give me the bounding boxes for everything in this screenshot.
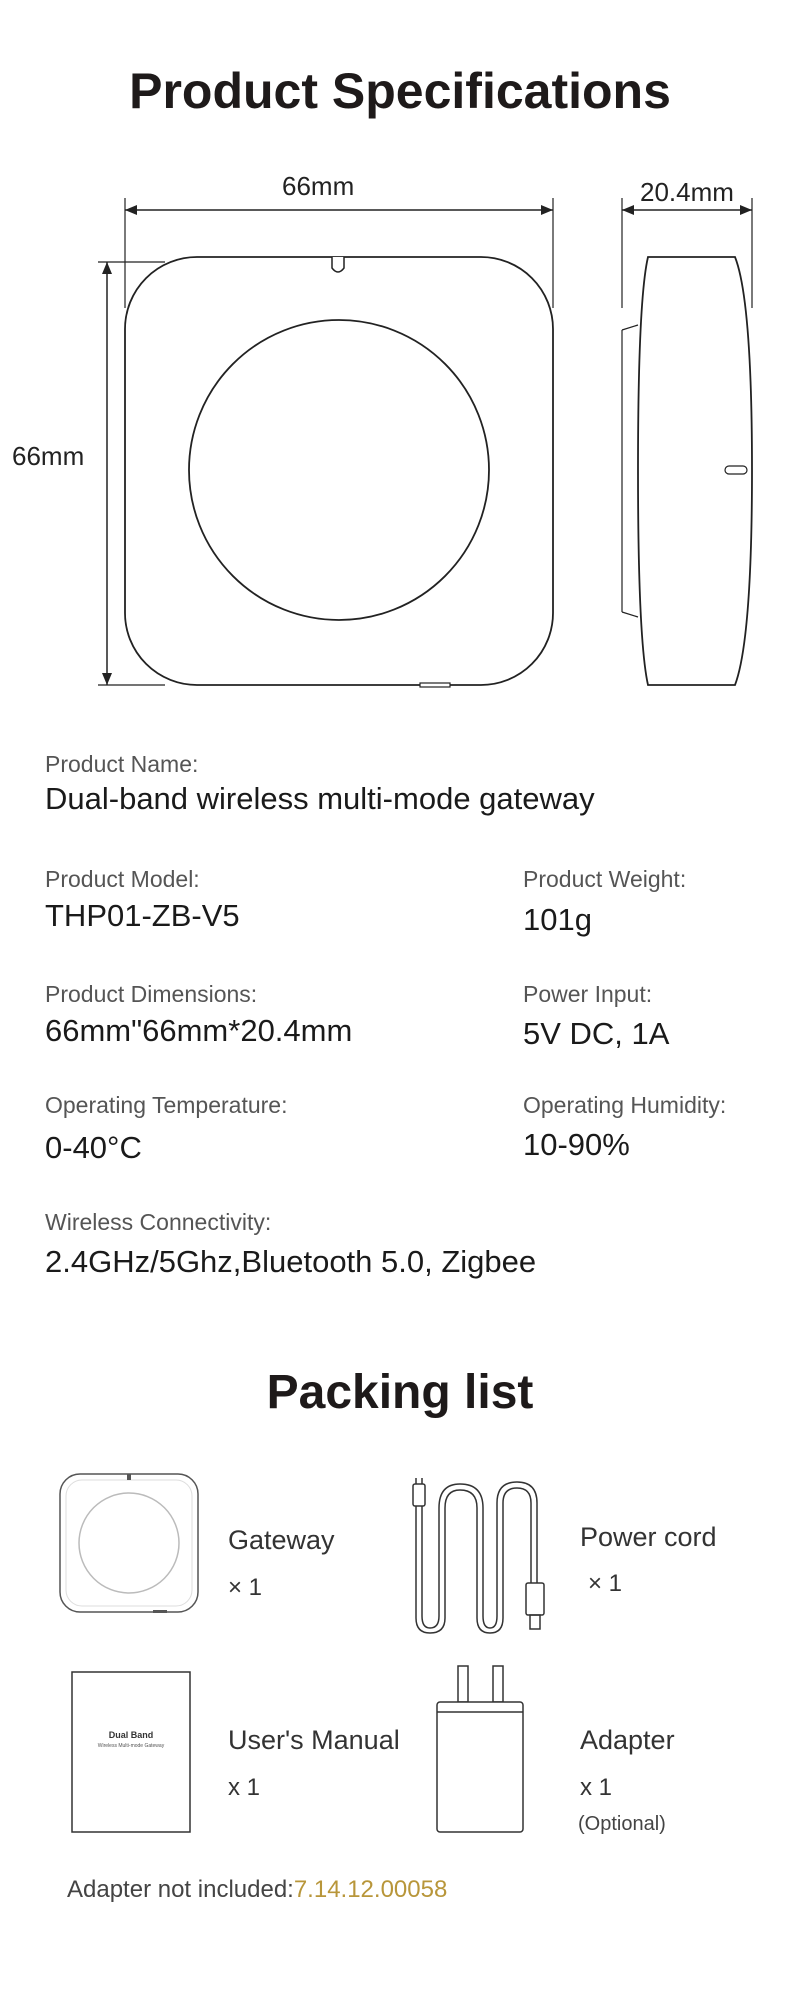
power-input-value: 5V DC, 1A [523,1016,670,1051]
power-cord-qty: × 1 [588,1570,623,1597]
product-weight-value: 101g [523,902,592,937]
manual-cover-title: Dual Band [108,1730,154,1740]
manual-name: User's Manual [228,1725,400,1755]
power-cord-image [405,1478,565,1648]
operating-humidity-value: 10-90% [523,1127,630,1162]
operating-temperature-value: 0-40°C [45,1130,142,1165]
manual-image [70,1670,200,1840]
manual-qty: x 1 [228,1774,261,1801]
product-dimensions-value: 66mm"66mm*20.4mm [45,1013,353,1048]
product-model-label: Product Model: [45,866,200,892]
operating-humidity-label: Operating Humidity: [523,1092,727,1118]
product-name-value: Dual-band wireless multi-mode gateway [45,781,595,816]
manual-cover-subtitle: Wireless Multi-mode Gateway [97,1743,165,1749]
height-label: 66mm [12,441,85,471]
power-input-label: Power Input: [523,981,653,1007]
specs-title: Product Specifications [129,63,671,119]
product-name-label: Product Name: [45,751,199,777]
gateway-name: Gateway [228,1525,335,1555]
wireless-connectivity-label: Wireless Connectivity: [45,1209,272,1235]
product-model-value: THP01-ZB-V5 [45,898,240,933]
depth-label: 20.4mm [640,177,734,207]
adapter-qty: x 1 [580,1774,613,1801]
side-view-drawing [0,0,800,700]
adapter-image [433,1660,533,1840]
adapter-note-label: Adapter not included: [67,1876,294,1903]
power-cord-name: Power cord [580,1522,717,1552]
width-label: 66mm [282,171,355,201]
product-weight-label: Product Weight: [523,866,687,892]
adapter-optional-note: (Optional) [578,1813,666,1835]
adapter-note-code: 7.14.12.00058 [293,1876,448,1903]
product-dimensions-label: Product Dimensions: [45,981,258,1007]
adapter-name: Adapter [580,1725,675,1755]
gateway-qty: × 1 [228,1574,263,1601]
adapter-note [67,1876,447,1904]
gateway-image [58,1472,208,1622]
packing-title: Packing list [266,1366,534,1419]
operating-temperature-label: Operating Temperature: [45,1092,288,1118]
wireless-connectivity-value: 2.4GHz/5Ghz,Bluetooth 5.0, Zigbee [45,1244,537,1279]
